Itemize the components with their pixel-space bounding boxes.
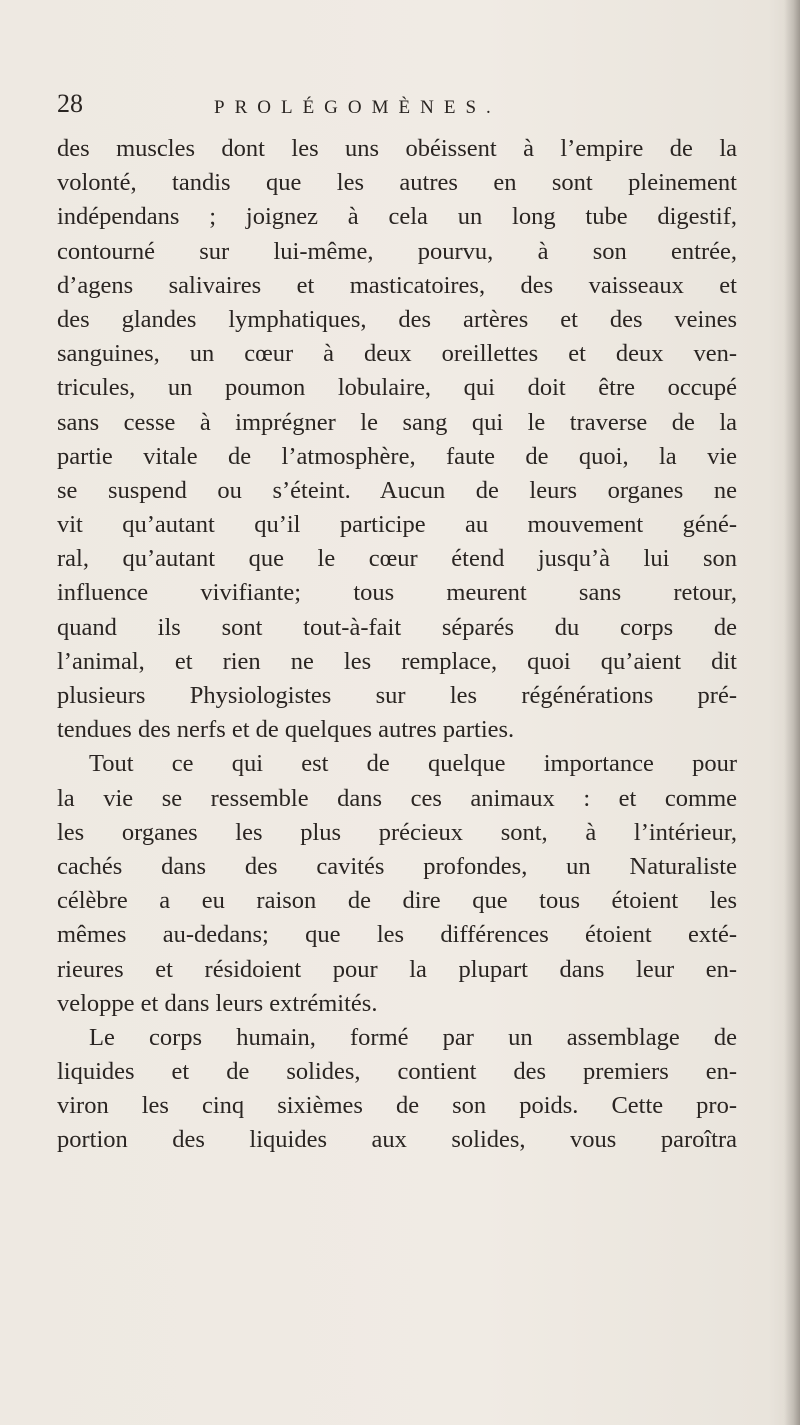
body-text <box>57 132 737 1158</box>
text-line: des muscles dont les uns obéissent à l’empire de la <box>57 135 737 162</box>
text-line: les organes les plus précieux sont, à l’intérieur, <box>57 818 737 846</box>
text-line: contourné sur lui-même, pourvu, à son entrée, <box>57 237 737 265</box>
text-line: la vie se ressemble dans ces animaux : et comme <box>57 784 737 812</box>
text-line: Tout ce qui est de quelque importance pour <box>89 750 737 778</box>
text-line: quand ils sont tout-à-fait séparés du corps de <box>57 613 737 641</box>
text-line: partie vitale de l’atmosphère, faute de quoi, la vie <box>57 442 737 470</box>
text-line: sans cesse à imprégner le sang qui le traverse de la <box>57 408 737 436</box>
page-edge-shadow <box>784 0 800 1425</box>
text-line: indépendans ; joignez à cela un long tube digestif, <box>57 203 737 231</box>
text-line: mêmes au-dedans; que les différences étoient exté- <box>57 921 737 949</box>
text-line: plusieurs Physiologistes sur les régénérations pré- <box>57 682 737 709</box>
text-line: veloppe et dans leurs extrémités. <box>57 989 378 1017</box>
text-line: Le corps humain, formé par un assemblage de <box>89 1023 737 1051</box>
text-line: des glandes lymphatiques, des artères et des veines <box>57 305 737 333</box>
text-line: influence vivifiante; tous meurent sans retour, <box>57 579 737 607</box>
text-line: volonté, tandis que les autres en sont pleinement <box>57 169 737 197</box>
text-line: vit qu’autant qu’il participe au mouvement géné- <box>57 511 737 539</box>
text-line: célèbre a eu raison de dire que tous étoient les <box>57 887 737 915</box>
text-line: se suspend ou s’éteint. Aucun de leurs organes ne <box>57 476 737 504</box>
text-line: ral, qu’autant que le cœur étend jusqu’à lui son <box>57 545 737 573</box>
text-line: tricules, un poumon lobulaire, qui doit être occupé <box>57 374 737 402</box>
text-line: portion des liquides aux solides, vous paroîtra <box>57 1126 737 1154</box>
page-number: 28 <box>57 89 83 118</box>
text-line: d’agens salivaires et masticatoires, des vaisseaux et <box>57 271 737 299</box>
running-head: PROLÉGOMÈNES. <box>214 97 501 118</box>
text-line: rieures et résidoient pour la plupart dans leur en- <box>57 955 737 983</box>
text-line: sanguines, un cœur à deux oreillettes et deux ven- <box>57 340 737 368</box>
text-line: cachés dans des cavités profondes, un Naturaliste <box>57 852 737 880</box>
text-line: tendues des nerfs et de quelques autres parties. <box>57 716 515 744</box>
text-line: liquides et de solides, contient des premiers en- <box>57 1058 737 1086</box>
text-line: viron les cinq sixièmes de son poids. Cette pro- <box>57 1092 737 1120</box>
text-line: l’animal, et rien ne les remplace, quoi qu’aient dit <box>57 647 737 675</box>
